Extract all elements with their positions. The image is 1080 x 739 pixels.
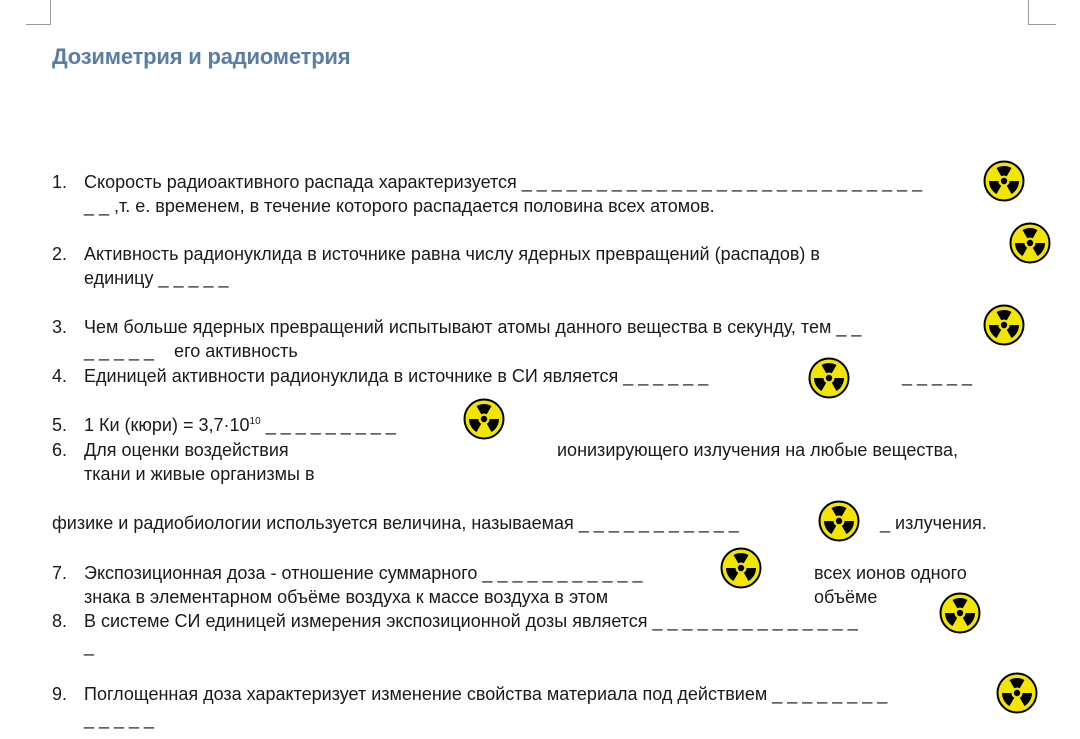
item-number: 6.	[52, 440, 68, 460]
formula-exponent: 10	[249, 416, 261, 427]
item-number: 9.	[52, 684, 68, 704]
crop-mark-right	[1028, 24, 1056, 25]
crop-mark-right	[1028, 0, 1029, 24]
item-number: 4.	[52, 366, 68, 386]
item-text: физике и радиобиологии используется величина, называемая _ _ _ _ _ _ _ _ _ _ _	[52, 513, 739, 533]
page-title: Дозиметрия и радиометрия	[52, 44, 351, 69]
item-text: знака в элементарном объёме воздуха к массе воздуха в этом	[84, 587, 609, 607]
item-text: Активность радионуклида в источнике равна числу ядерных превращений (распадов) в	[84, 244, 820, 264]
item-text: объёме	[814, 587, 878, 607]
item-number: 5.	[52, 415, 68, 435]
item-text: _ _ _ _ _	[84, 709, 155, 729]
item-text: Чем больше ядерных превращений испытывают атомы данного вещества в секунду, тем _ _	[84, 317, 862, 337]
radiation-hazard-icon	[720, 547, 762, 589]
item-number: 8.	[52, 611, 68, 631]
item-text: ионизирующего излучения на любые вещества,	[557, 440, 959, 460]
item-number: 2.	[52, 244, 68, 264]
radiation-hazard-icon	[983, 160, 1025, 202]
crop-mark-left	[50, 0, 51, 24]
item-text: ткани и живые организмы в	[84, 464, 315, 484]
item-text: _ _ _ _ _	[902, 366, 973, 386]
item-text: единицу _ _ _ _ _	[84, 268, 229, 288]
radiation-hazard-icon	[818, 500, 860, 542]
radiation-hazard-icon	[996, 672, 1038, 714]
item-text: Поглощенная доза характеризует изменение свойства материала под действием _ _ _ _ _ _ _ _	[84, 684, 888, 704]
item-number: 3.	[52, 317, 68, 337]
item-text: В системе СИ единицей измерения экспозиционной дозы является _ _ _ _ _ _ _ _ _ _ _ _ _ _	[84, 611, 858, 631]
radiation-hazard-icon	[1009, 222, 1051, 264]
item-text: _ излучения.	[880, 513, 987, 533]
formula-base: 1 Ки (кюри) = 3,7·10	[84, 415, 250, 435]
radiation-hazard-icon	[463, 398, 505, 440]
item-text: _ _ _ _ _ его активность	[84, 341, 298, 361]
item-text: всех ионов одного	[814, 563, 967, 583]
radiation-hazard-icon	[808, 357, 850, 399]
item-text: _ _ ,т. е. временем, в течение которого распадается половина всех атомов.	[84, 196, 715, 216]
item-number: 7.	[52, 563, 68, 583]
radiation-hazard-icon	[939, 592, 981, 634]
item-number: 1.	[52, 172, 68, 192]
answer-blank: _ _ _ _ _ _ _ _ _	[265, 415, 396, 435]
crop-mark-left	[26, 24, 51, 25]
item-text: _	[84, 636, 95, 656]
radiation-hazard-icon	[983, 304, 1025, 346]
item-text: Экспозиционная доза - отношение суммарного _ _ _ _ _ _ _ _ _ _ _	[84, 563, 643, 583]
item-text	[84, 413, 396, 437]
item-text: Скорость радиоактивного распада характеризуется _ _ _ _ _ _ _ _ _ _ _ _ _ _ _ _ _ _ _ _ _ _ _ _ _ _ _	[84, 172, 923, 192]
item-text: Единицей активности радионуклида в источнике в СИ является _ _ _ _ _ _	[84, 366, 709, 386]
item-text: Для оценки воздействия	[84, 440, 289, 460]
